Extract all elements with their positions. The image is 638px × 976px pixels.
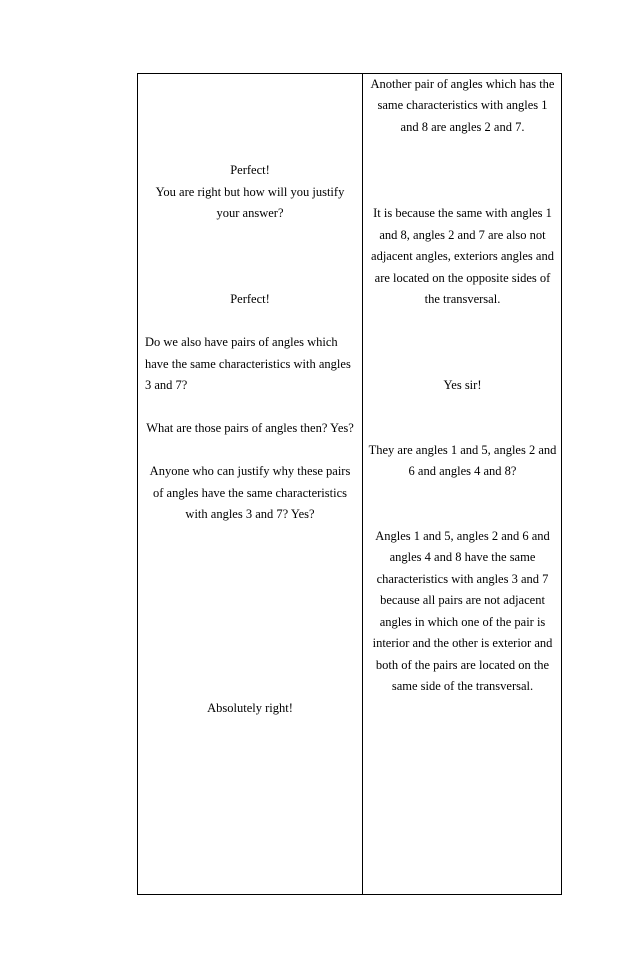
teacher-line: Absolutely right!: [207, 701, 293, 715]
student-answer-line: 6 and angles 4 and 8?: [408, 464, 517, 478]
student-answer-line: It is because the same with angles 1: [373, 206, 552, 220]
student-answer-line: Yes sir!: [443, 378, 482, 392]
student-answer-line: both of the pairs are located on the: [375, 658, 550, 672]
teacher-line: Do we also have pairs of angles which: [145, 335, 338, 349]
teacher-line: Perfect!: [230, 163, 270, 177]
student-answer-line: and 8 are angles 2 and 7.: [400, 120, 525, 134]
column-divider: [362, 74, 363, 894]
student-answer-line: angles 4 and 8 have the same: [389, 550, 536, 564]
student-answer-line: the transversal.: [424, 292, 501, 306]
student-answer-line: Angles 1 and 5, angles 2 and 6 and: [375, 529, 550, 543]
teacher-line: have the same characteristics with angles: [145, 357, 351, 371]
student-answer-line: and 8, angles 2 and 7 are also not: [379, 228, 546, 242]
student-answer-line: characteristics with angles 3 and 7: [376, 572, 549, 586]
student-answer-line: same characteristics with angles 1: [377, 98, 548, 112]
student-answer-line: Another pair of angles which has the: [370, 77, 555, 91]
teacher-line: your answer?: [216, 206, 284, 220]
student-answer-line: interior and the other is exterior and: [372, 636, 553, 650]
student-answer-line: are located on the opposite sides of: [374, 271, 551, 285]
teacher-line: You are right but how will you justify: [155, 185, 345, 199]
teacher-line: What are those pairs of angles then? Yes?: [146, 421, 354, 435]
student-answer-line: angles in which one of the pair is: [379, 615, 546, 629]
dialogue-table: [137, 73, 562, 895]
teacher-line: of angles have the same characteristics: [152, 486, 347, 500]
teacher-line: 3 and 7?: [145, 378, 188, 392]
teacher-line: with angles 3 and 7? Yes?: [185, 507, 315, 521]
student-answer-line: because all pairs are not adjacent: [380, 593, 545, 607]
teacher-line: Anyone who can justify why these pairs: [149, 464, 351, 478]
student-answer-line: They are angles 1 and 5, angles 2 and: [368, 443, 557, 457]
student-answer-line: same side of the transversal.: [391, 679, 534, 693]
teacher-line: Perfect!: [230, 292, 270, 306]
student-answer-line: adjacent angles, exteriors angles and: [371, 249, 554, 263]
